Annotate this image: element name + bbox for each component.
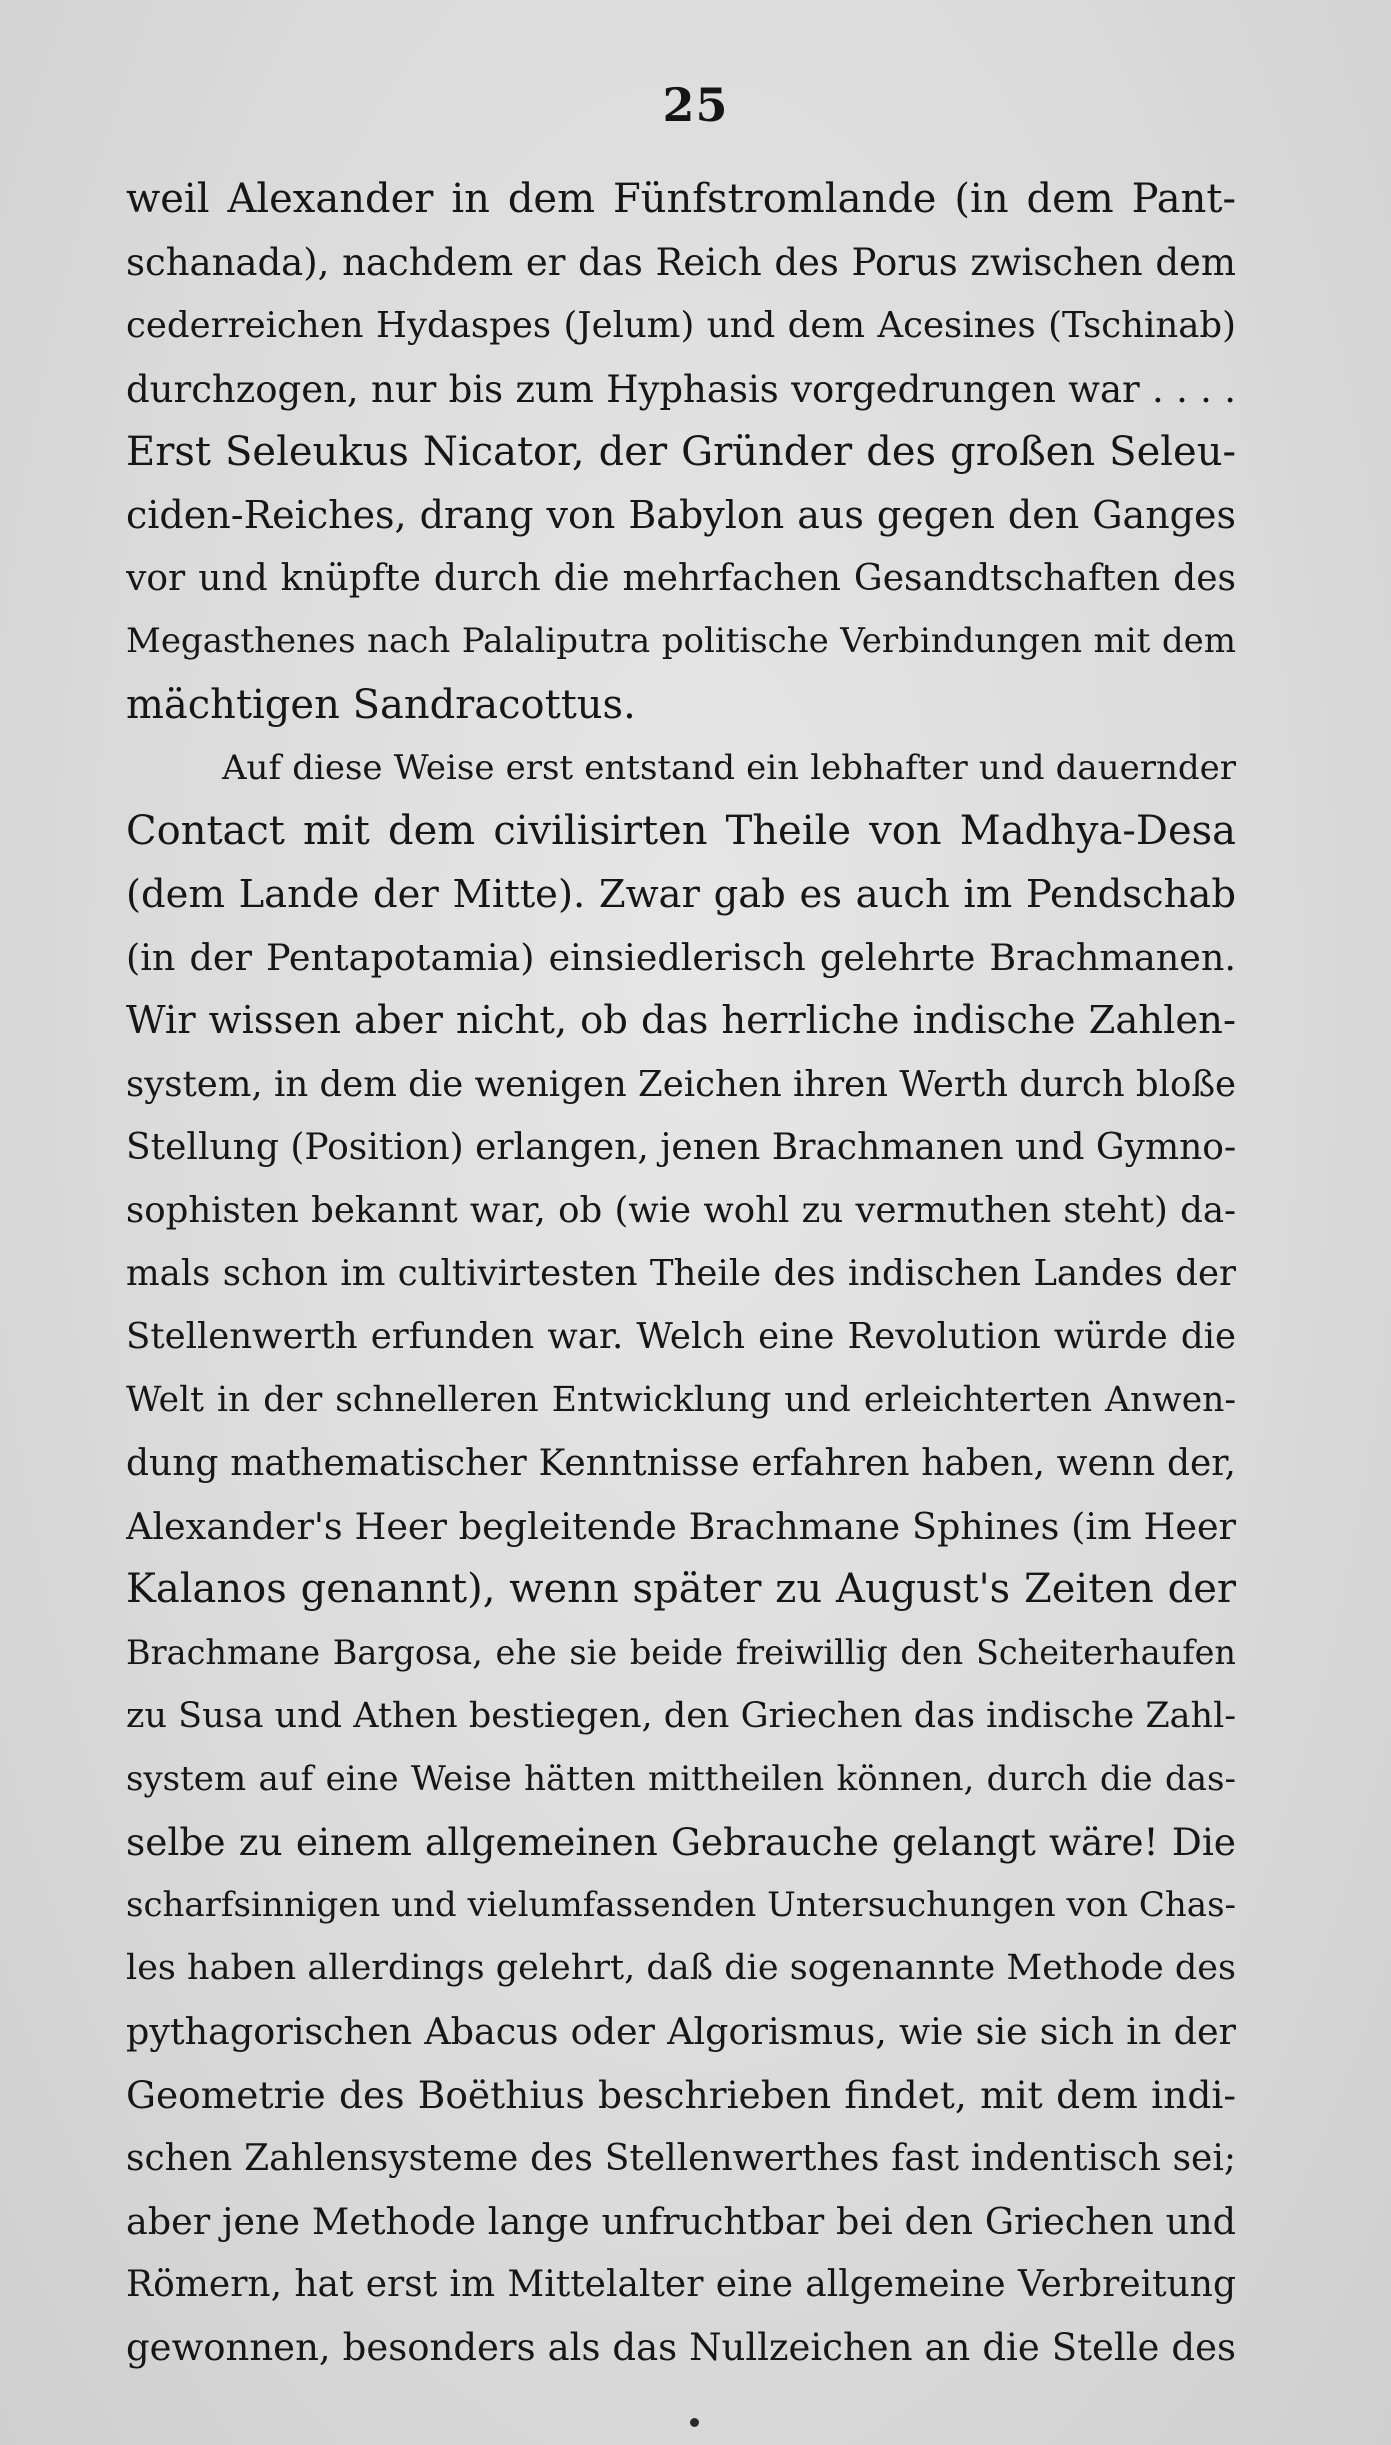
text-line: pythagorischen Abacus oder Algorismus, wie sie sich in der — [126, 2010, 1236, 2054]
page-number: 25 — [662, 78, 729, 132]
text-line: weil Alexander in dem Fünfstromlande (in dem Pant- — [126, 176, 1236, 222]
text-line: (in der Pentapotamia) einsiedlerisch gelehrte Brachmanen. — [126, 936, 1236, 980]
text-line: mächtigen Sandracottus. — [126, 681, 636, 728]
text-line: system auf eine Weise hätten mittheilen können, durch die das- — [126, 1758, 1236, 1799]
text-line: Römern, hat erst im Mittelalter eine allgemeine Verbreitung — [126, 2264, 1236, 2306]
text-line: dung mathematischer Kenntnisse erfahren haben, wenn der, — [126, 1442, 1236, 1484]
text-line: Welt in der schnelleren Entwicklung und erleichterten Anwen- — [126, 1379, 1236, 1420]
text-line: Alexander's Heer begleitende Brachmane Sphines (im Heer — [126, 1504, 1236, 1548]
text-line: schen Zahlensysteme des Stellenwerthes fast indentisch sei; — [126, 2137, 1236, 2179]
text-line: scharfsinnigen und vielumfassenden Untersuchungen von Chas- — [126, 1885, 1236, 1926]
text-line: Stellung (Position) erlangen, jenen Brachmanen und Gymno- — [126, 1126, 1236, 1168]
body-text — [126, 168, 1236, 2380]
text-line: system, in dem die wenigen Zeichen ihren Werth durch bloße — [126, 1063, 1236, 1105]
text-line: Stellenwerth erfunden war. Welch eine Revolution würde die — [126, 1316, 1236, 1358]
text-line: aber jene Methode lange unfruchtbar bei den Griechen und — [126, 2200, 1236, 2243]
text-line: Geometrie des Boëthius beschrieben findet, mit dem indi- — [126, 2072, 1236, 2117]
text-line: durchzogen, nur bis zum Hyphasis vorgedrungen war . . . . — [126, 367, 1236, 411]
text-line: zu Susa und Athen bestiegen, den Griechen das indische Zahl- — [126, 1695, 1236, 1736]
text-line: vor und knüpfte durch die mehrfachen Gesandtschaften des — [126, 558, 1236, 600]
text-line: selbe zu einem allgemeinen Gebrauche gelangt wäre! Die — [126, 1819, 1236, 1864]
text-line: Kalanos genannt), wenn später zu August's Zeiten der — [126, 1566, 1236, 1613]
text-line: les haben allerdings gelehrt, daß die sogenannte Methode des — [126, 1948, 1236, 1989]
text-line: Erst Seleukus Nicator, der Gründer des großen Seleu- — [126, 428, 1236, 475]
text-line: gewonnen, besonders als das Nullzeichen an die Stelle des — [126, 2326, 1236, 2370]
paragraph-start-line: Auf diese Weise erst entstand ein lebhafter und dauernder — [222, 747, 1236, 788]
footer-dot-mark — [690, 2418, 699, 2427]
text-line: mals schon im cultivirtesten Theile des indischen Landes der — [126, 1253, 1236, 1295]
text-line: schanada), nachdem er das Reich des Porus zwischen dem — [126, 241, 1236, 285]
text-line: Megasthenes nach Palaliputra politische Verbindungen mit dem — [126, 621, 1236, 662]
text-line: Wir wissen aber nicht, ob das herrliche indische Zahlen- — [126, 998, 1236, 1044]
text-line: Brachmane Bargosa, ehe sie beide freiwillig den Scheiterhaufen — [126, 1633, 1236, 1673]
text-line: ciden-Reiches, drang von Babylon aus gegen den Ganges — [126, 492, 1236, 537]
text-line: Contact mit dem civilisirten Theile von Madhya-Desa — [126, 807, 1236, 854]
text-line: cederreichen Hydaspes (Jelum) und dem Acesines (Tschinab) — [126, 305, 1236, 347]
text-line: sophisten bekannt war, ob (wie wohl zu vermuthen steht) da- — [126, 1190, 1236, 1231]
text-line: (dem Lande der Mitte). Zwar gab es auch im Pendschab — [126, 872, 1236, 918]
